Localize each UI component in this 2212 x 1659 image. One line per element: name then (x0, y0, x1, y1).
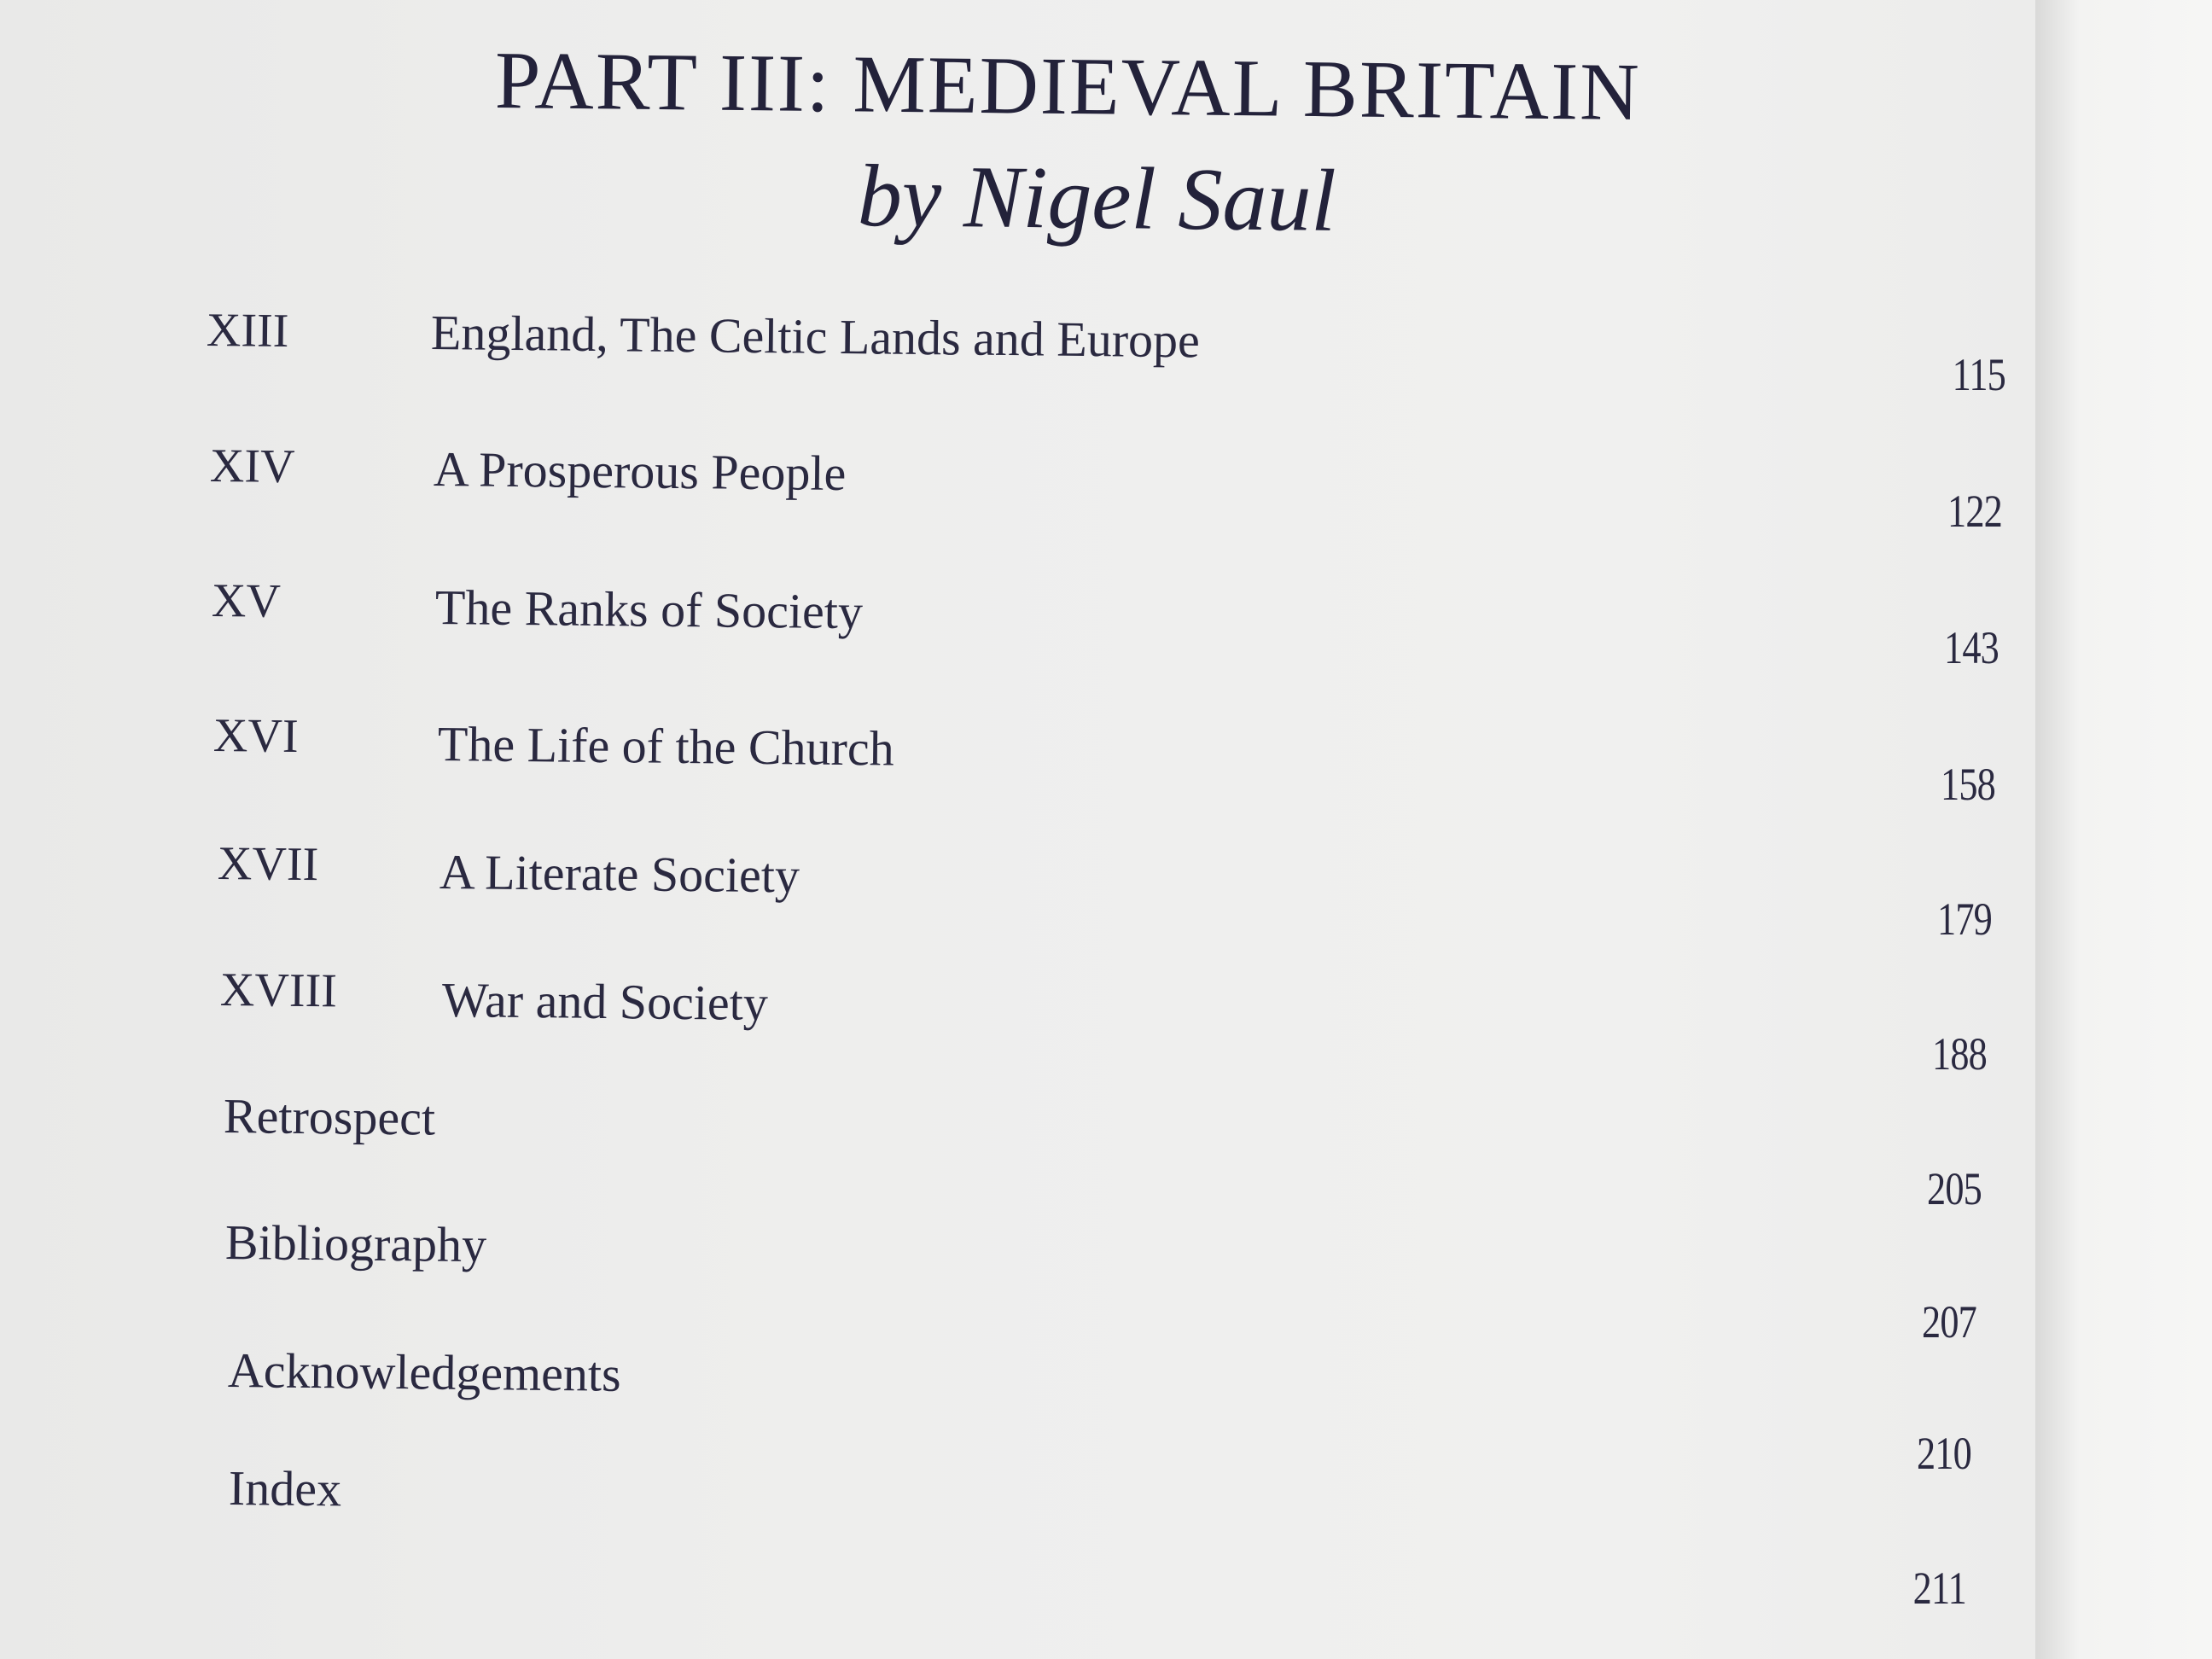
toc-chapter-title: England, The Celtic Lands and Europe (430, 305, 1201, 369)
toc-page-number: 158 (1941, 759, 1995, 810)
toc-page-number: 211 (1912, 1563, 1966, 1614)
toc-chapter-title: War and Society (441, 972, 769, 1031)
toc-page-number: 179 (1937, 894, 1992, 945)
toc-page-number: 188 (1932, 1028, 1987, 1080)
toc-chapter-number: XVII (217, 837, 319, 892)
author-byline: by Nigel Saul (857, 147, 1336, 250)
toc-page-number: 210 (1917, 1428, 1971, 1479)
toc-chapter-title: A Literate Society (439, 844, 800, 904)
toc-page-number: 207 (1922, 1296, 1976, 1348)
toc-chapter-title: The Ranks of Society (434, 579, 864, 640)
page-edge (2035, 0, 2212, 1659)
toc-page-number: 143 (1944, 622, 1999, 673)
toc-page-number: 205 (1927, 1163, 1982, 1214)
toc-section-title: Retrospect (223, 1088, 436, 1146)
toc-page-number: 115 (1952, 349, 2005, 400)
part-title: PART III: MEDIEVAL BRITAIN (494, 34, 1642, 138)
toc-chapter-number: XIV (209, 439, 295, 494)
toc-page-number: 122 (1947, 486, 2002, 537)
toc-chapter-number: XVI (212, 709, 299, 764)
toc-section-title: Acknowledgements (227, 1342, 621, 1402)
toc-chapter-number: XV (211, 574, 282, 628)
toc-chapter-number: XVIII (219, 963, 338, 1018)
toc-chapter-title: A Prosperous People (433, 441, 847, 502)
toc-chapter-title: The Life of the Church (437, 716, 894, 777)
toc-section-title: Bibliography (224, 1214, 487, 1273)
toc-chapter-number: XIII (206, 304, 289, 358)
toc-section-title: Index (228, 1460, 342, 1517)
